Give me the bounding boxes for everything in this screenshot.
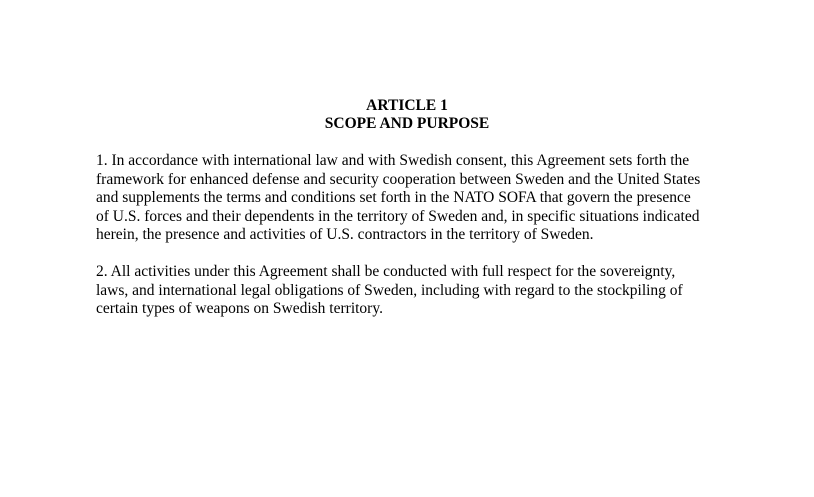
- paragraph-line: and supplements the terms and conditions set forth in the NATO SOFA that govern the presence: [96, 189, 691, 207]
- paragraph-line: certain types of weapons on Swedish territory.: [96, 300, 383, 318]
- article-number-heading: ARTICLE 1: [366, 97, 448, 114]
- paragraph-1: [96, 152, 736, 245]
- paragraph-line: framework for enhanced defense and security cooperation between Sweden and the United States: [96, 170, 701, 188]
- paragraph-line: of U.S. forces and their dependents in the territory of Sweden and, in specific situations indicated: [96, 207, 700, 225]
- paragraph-line: 1. In accordance with international law and with Swedish consent, this Agreement sets forth the: [96, 152, 690, 169]
- paragraph-line: laws, and international legal obligations of Sweden, including with regard to the stockpiling of: [96, 281, 683, 299]
- article-title-heading: SCOPE AND PURPOSE: [324, 115, 490, 132]
- paragraph-2: [96, 263, 736, 319]
- paragraph-line: 2. All activities under this Agreement shall be conducted with full respect for the sovereignty,: [96, 263, 676, 280]
- paragraph-line: herein, the presence and activities of U.S. contractors in the territory of Sweden.: [96, 226, 594, 244]
